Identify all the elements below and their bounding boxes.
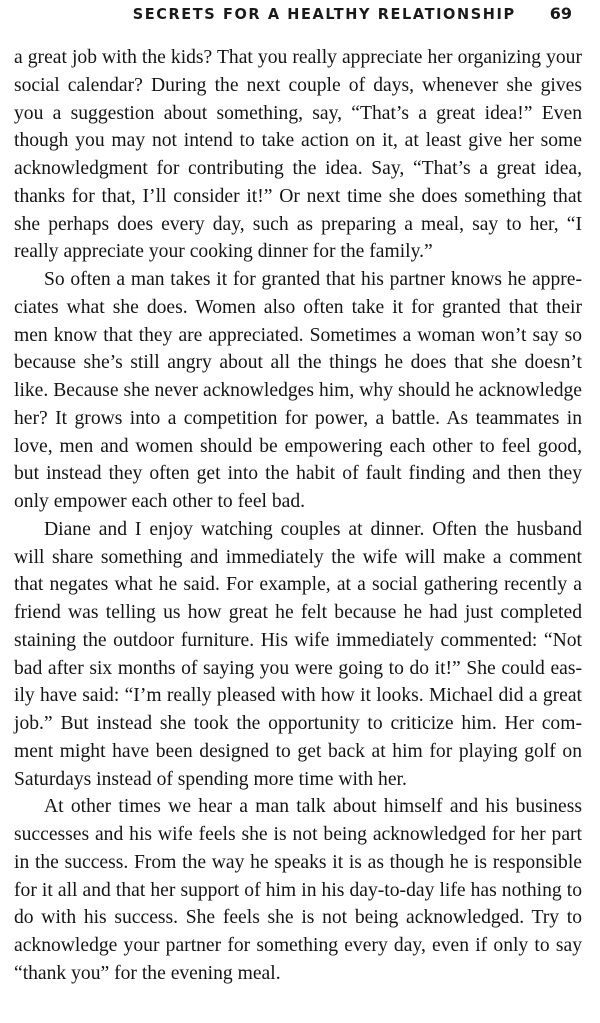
paragraph-continued: a great job with the kids? That you really appreciate her organizing your social calendar? During the next couple of days, whenever she gives you a suggestion about something, say, “That’s a great idea!” Even though you may not intend to take action on it, at least give her some acknowledgment for contributing the idea. Say, “That’s a great idea, thanks for that, I’ll consider it!” Or next time she does something that she perhaps does every day, such as preparing a meal, say to her, “I really appreciate your cooking dinner for the family.”	[14, 47, 582, 263]
paragraph: So often a man takes it for granted that his partner knows he appreciates what she does. Women also often take it for granted that their men know that they are appreciated. Sometimes a woman won’t say so because she’s still angry about all the things he does that she doesn’t like. Because she never acknowledges him, why should he acknowledge her? It grows into a competition for power, a battle. As teammates in love, men and women should be empowering each other to feel good, but instead they often get into the habit of fault finding and then they only empower each other to feel bad.	[14, 269, 582, 512]
body-text	[14, 44, 582, 988]
running-header	[133, 4, 572, 28]
page-number: 69	[549, 4, 572, 23]
paragraph: At other times we hear a man talk about himself and his business successes and his wife feels she is not being acknowledged for her part in the success. From the way he speaks it is as though he is responsible for it all and that her support of him in his day-to-day life has nothing to do with his success. She feels she is not being acknowledged. Try to acknowledge your partner for something every day, even if only to say “thank you” for the evening meal.	[14, 796, 582, 984]
paragraph: Diane and I enjoy watching couples at dinner. Often the husband will share something and immediately the wife will make a comment that negates what he said. For example, at a social gathering recently a friend was telling us how great he felt because he had just completed staining the outdoor furniture. His wife immediately commented: “Not bad after six months of saying you were going to do it!” She could easily have said: “I’m really pleased with how it looks. Michael did a great job.” But instead she took the opportunity to criticize him. Her comment might have been designed to get back at him for playing golf on Saturdays instead of spending more time with her.	[14, 518, 582, 790]
running-title: SECRETS FOR A HEALTHY RELATIONSHIP	[132, 6, 516, 24]
